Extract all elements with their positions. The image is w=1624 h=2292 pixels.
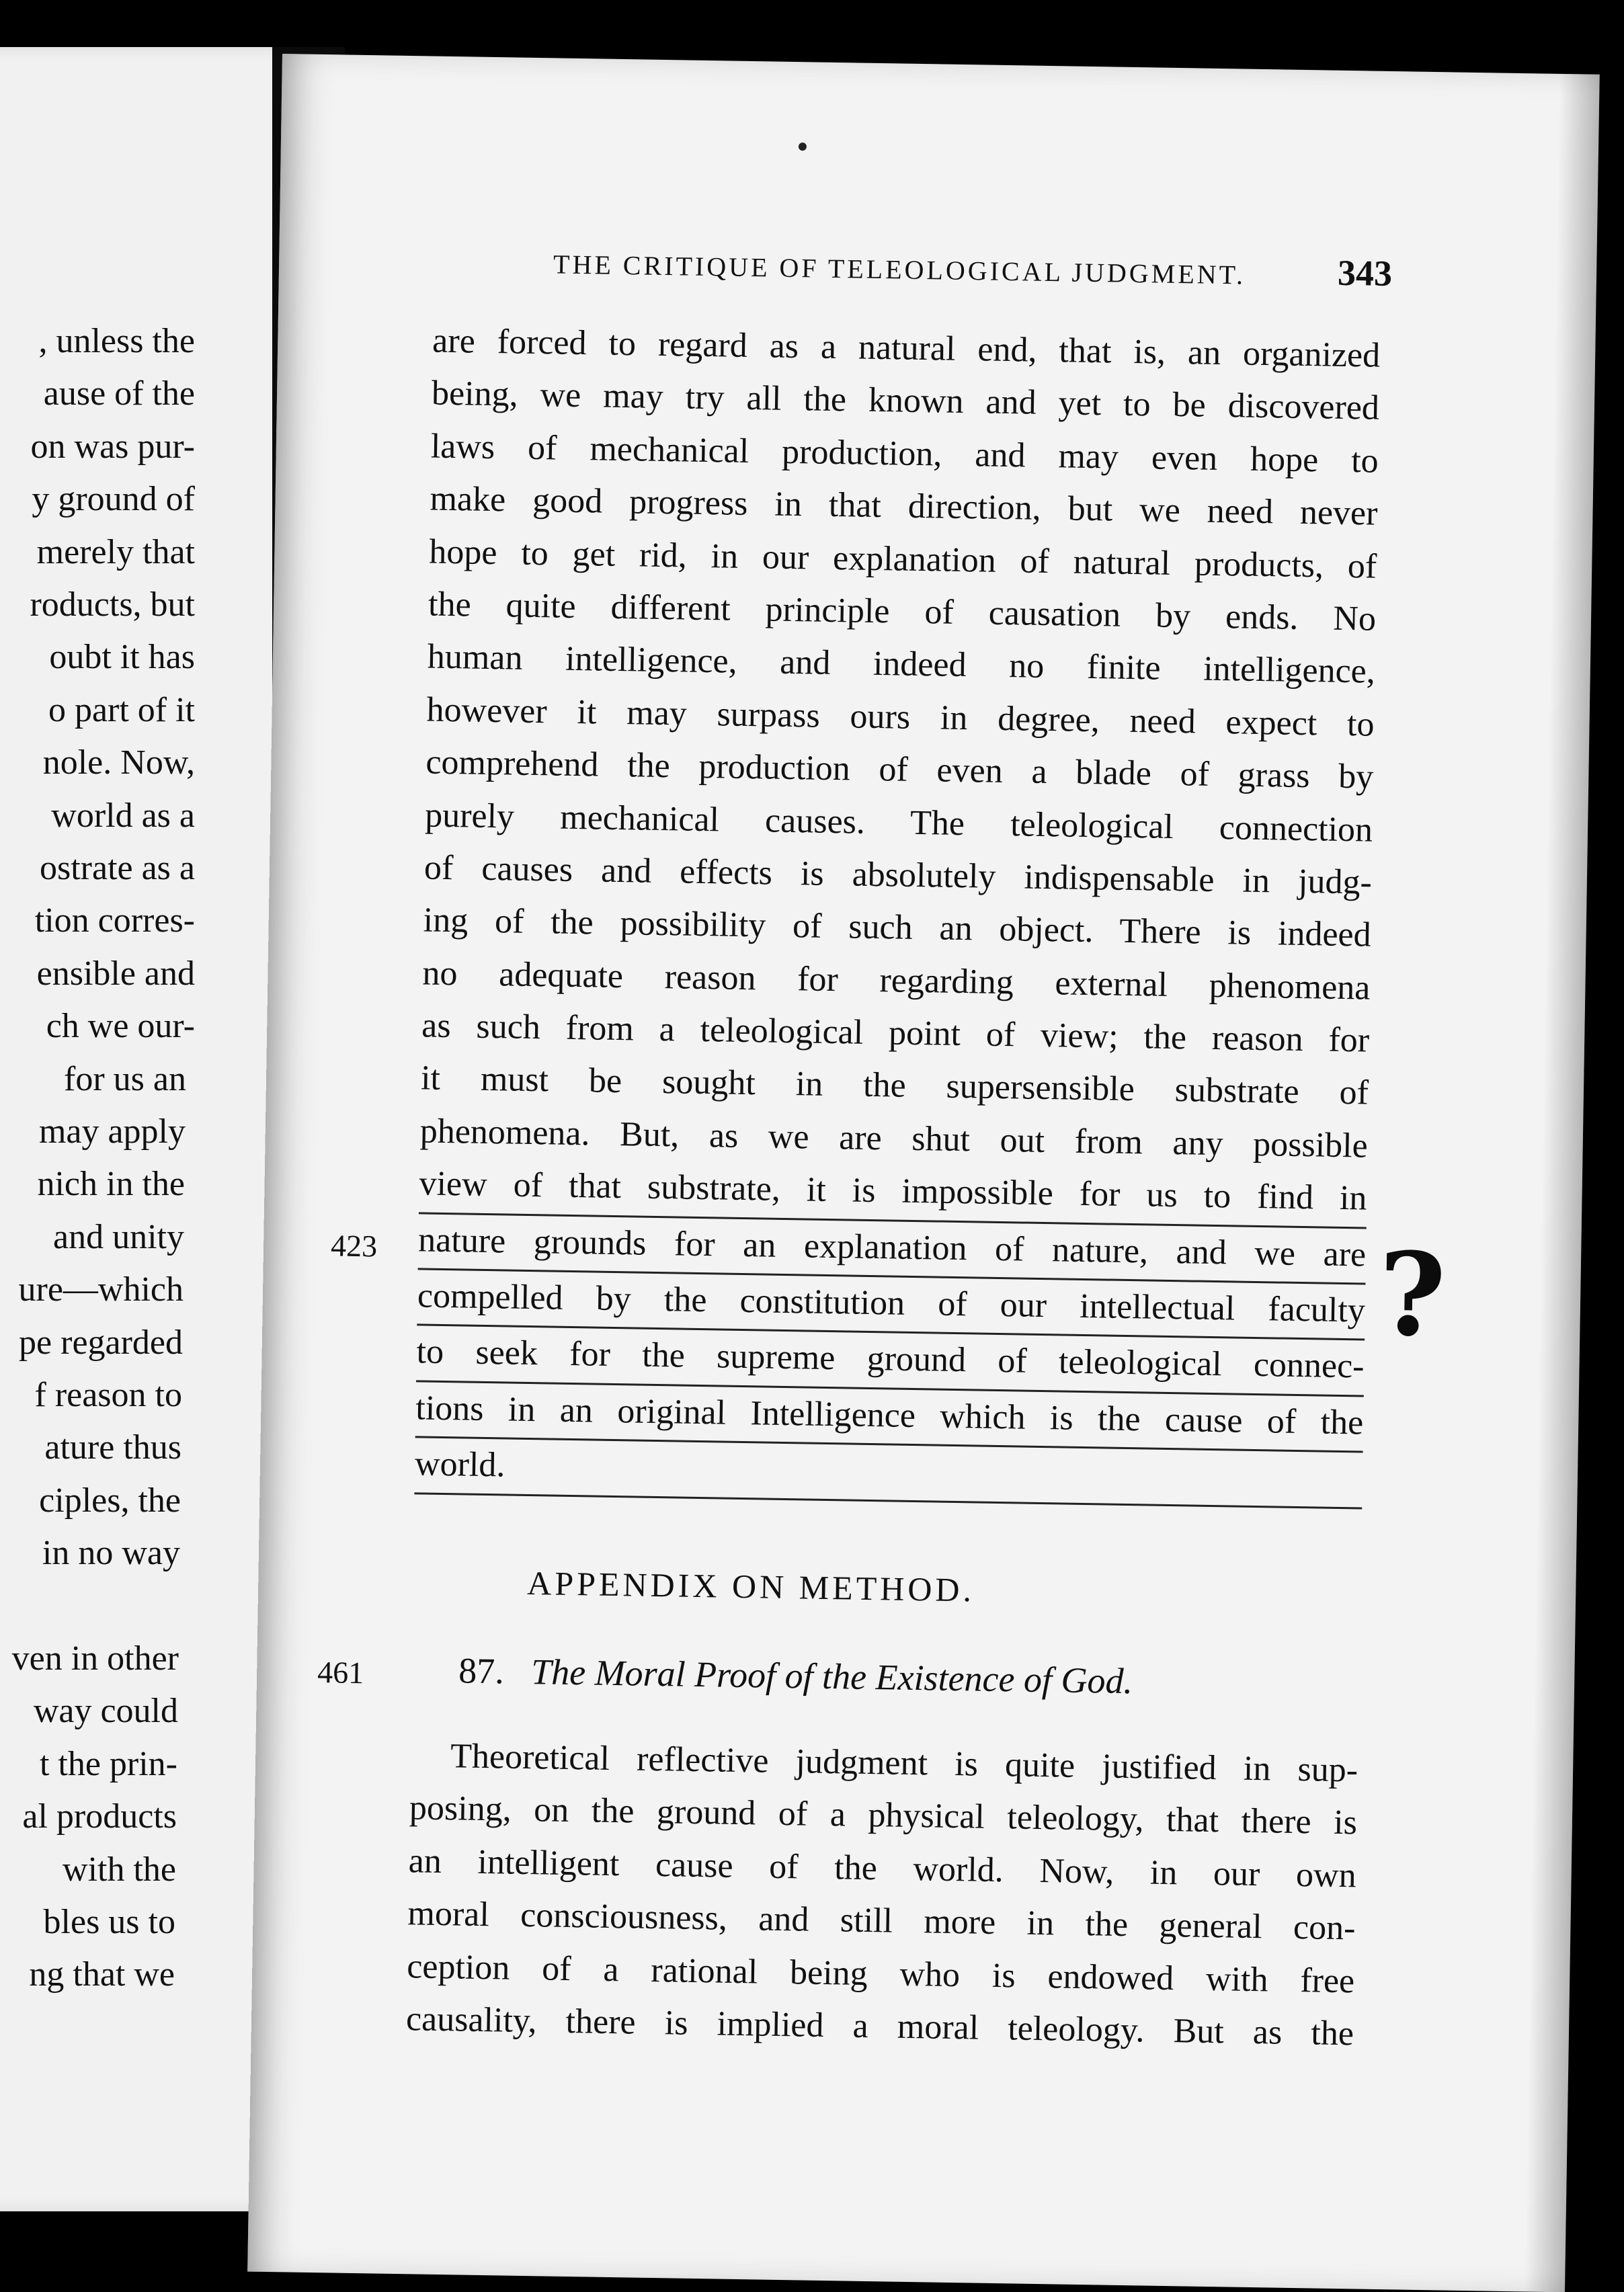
- body-line: tions in an original Intelligence which is the cause of the: [415, 1382, 1364, 1453]
- body-line: nature grounds for an explanation of nature, and we are: [418, 1214, 1367, 1285]
- appendix-line: ception of a rational being who is endowed with free: [406, 1947, 1355, 2000]
- appendix-line: Theoretical reflective judgment is quite justified in sup-: [450, 1737, 1358, 1790]
- body-line: are forced to regard as a natural end, that is, an organized: [432, 321, 1381, 375]
- body-line: human intelligence, and indeed no finite intelligence,: [427, 637, 1376, 691]
- body-line: purely mechanical causes. The teleological connection: [424, 795, 1373, 850]
- body-line: however it may surpass ours in degree, need expect to: [426, 690, 1375, 744]
- body-line: laws of mechanical production, and may even hope to: [430, 427, 1379, 481]
- body-line: the quite different principle of causation by ends. No: [428, 585, 1377, 639]
- body-line: ing of the possibility of such an object. There is indeed: [423, 901, 1372, 954]
- section-title: The Moral Proof of the Existence of God.: [530, 1651, 1133, 1702]
- left-page-line: ause of the: [43, 374, 195, 413]
- body-line: being, we may try all the known and yet to be discovered: [431, 374, 1380, 428]
- appendix-line: an intelligent cause of the world. Now, in our own: [408, 1842, 1357, 1895]
- appendix-line: posing, on the ground of a physical teleology, that there is: [409, 1789, 1358, 1842]
- right-page: [247, 54, 1600, 2292]
- left-page-line: in no way: [42, 1534, 180, 1573]
- body-line: compelled by the constitution of our intellectual faculty: [417, 1270, 1365, 1341]
- handwritten-question-mark: ?: [1377, 1227, 1447, 1363]
- body-line: comprehend the production of even a blade of grass by: [425, 743, 1374, 796]
- body-line: it must be sought in the supersensible substrate of: [420, 1059, 1369, 1113]
- left-page-line: ven in other: [11, 1639, 179, 1678]
- body-line: of causes and effects is absolutely indispensable in judg-: [423, 848, 1373, 902]
- left-page-line: f reason to: [34, 1376, 182, 1414]
- body-line: as such from a teleological point of view; the reason for: [421, 1006, 1370, 1060]
- left-page-line: nole. Now,: [42, 743, 195, 782]
- appendix-line: causality, there is implied a moral teleology. But as the: [405, 2000, 1354, 2053]
- left-page-line: for us an: [64, 1059, 186, 1098]
- left-page-line: nich in the: [37, 1165, 185, 1204]
- left-page-line: ng that we: [29, 1955, 175, 1994]
- body-line: view of that substrate, it is impossible for us to find in: [419, 1158, 1367, 1229]
- left-page-line: , unless the: [38, 322, 195, 360]
- left-page-line: ensible and: [36, 954, 195, 993]
- left-page-line: al products: [22, 1797, 177, 1836]
- margin-number-461: 461: [317, 1655, 364, 1690]
- left-page-line: roducts, but: [30, 585, 195, 624]
- left-page-line: y ground of: [32, 480, 195, 519]
- left-page-line: bles us to: [43, 1903, 175, 1941]
- left-page-line: pe regarded: [19, 1323, 183, 1362]
- left-page-line: oubt it has: [49, 638, 195, 677]
- left-page-line: with the: [63, 1850, 176, 1889]
- appendix-text: [405, 1729, 1358, 2060]
- margin-number-423: 423: [330, 1228, 378, 1264]
- left-page-line: on was pur-: [30, 427, 195, 466]
- page-number: 343: [1337, 252, 1393, 294]
- body-line: world.: [414, 1438, 1363, 1510]
- body-line: no adequate reason for regarding external phenomena: [422, 954, 1371, 1008]
- left-page-line: ature thus: [44, 1428, 181, 1467]
- body-text: [414, 315, 1380, 1510]
- left-page-line: tion corres-: [34, 901, 195, 940]
- left-page-line: ch we our-: [46, 1007, 195, 1046]
- left-page-line: merely that: [36, 532, 195, 571]
- left-page-line: ostrate as a: [39, 849, 195, 887]
- left-page-line: and unity: [53, 1217, 184, 1256]
- left-page-line: may apply: [38, 1112, 186, 1151]
- running-head: THE CRITIQUE OF TELEOLOGICAL JUDGMENT.: [553, 249, 1246, 290]
- section-heading: [458, 1649, 1133, 1702]
- left-page-line: t the prin-: [39, 1744, 177, 1783]
- left-page-line: way could: [33, 1692, 178, 1731]
- page-edge-shadow: [1525, 74, 1600, 2292]
- left-page-line: ciples, the: [39, 1481, 181, 1520]
- ink-dot: [799, 142, 807, 151]
- body-line: make good progress in that direction, but we need never: [430, 479, 1378, 533]
- appendix-title: APPENDIX ON METHOD.: [526, 1564, 975, 1609]
- left-page-line: ure—which: [18, 1270, 184, 1309]
- left-page-line: world as a: [51, 796, 195, 835]
- body-line: hope to get rid, in our explanation of natural products, of: [428, 532, 1377, 586]
- appendix-line: moral consciousness, and still more in the general con-: [407, 1894, 1356, 1948]
- body-line: to seek for the supreme ground of teleological connec-: [416, 1326, 1365, 1397]
- body-line: phenomena. But, as we are shut out from any possible: [419, 1112, 1369, 1165]
- section-number: 87.: [458, 1650, 505, 1692]
- left-page-line: o part of it: [48, 690, 195, 729]
